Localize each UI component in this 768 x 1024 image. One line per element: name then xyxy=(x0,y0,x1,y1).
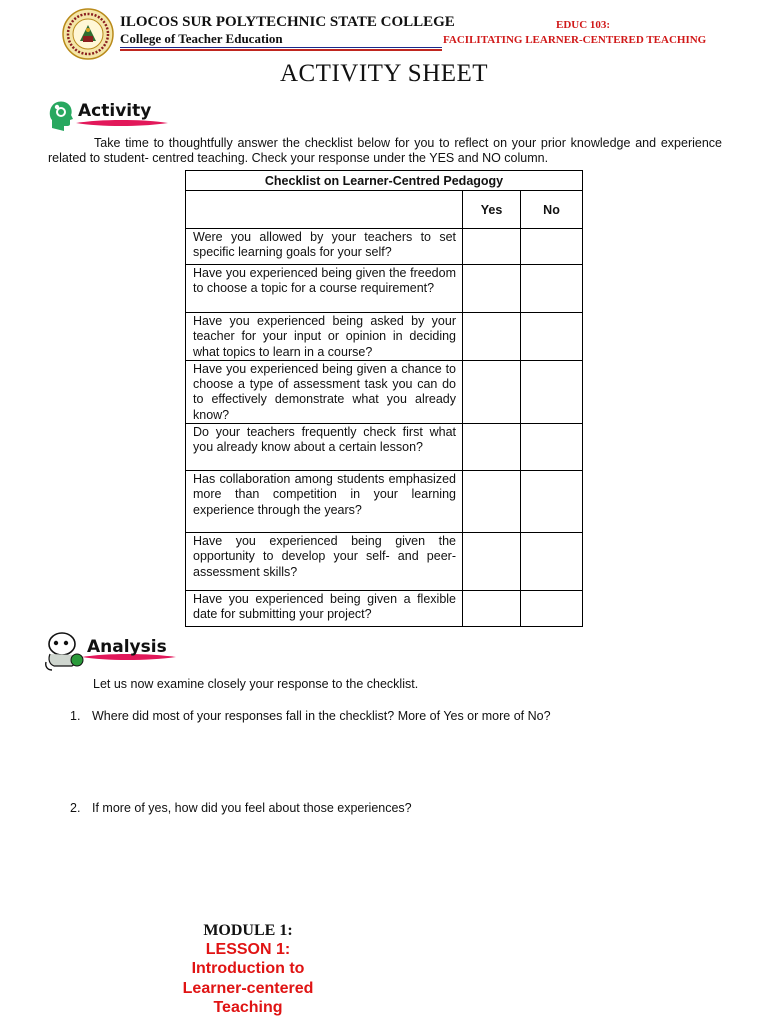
course-title: FACILITATING LEARNER-CENTERED TEACHING xyxy=(443,34,707,46)
question-text: Where did most of your responses fall in the checklist? More of Yes or more of No? xyxy=(92,709,551,723)
header-divider xyxy=(120,47,442,48)
lesson-name: Introduction to Learner-centered xyxy=(182,960,314,997)
module-footer xyxy=(170,922,326,1018)
table-row xyxy=(186,229,583,265)
table-row xyxy=(186,265,583,313)
question-number: 2. xyxy=(70,801,81,815)
thinking-figure-icon xyxy=(42,628,86,672)
no-checkbox-cell[interactable] xyxy=(521,360,583,423)
analysis-banner-label: Analysis xyxy=(87,637,167,657)
lesson-topic: Teaching xyxy=(213,999,283,1016)
no-checkbox-cell[interactable] xyxy=(521,591,583,627)
no-checkbox-cell[interactable] xyxy=(521,471,583,533)
no-checkbox-cell[interactable] xyxy=(521,533,583,591)
analysis-question xyxy=(70,709,551,723)
question-text: Have you experienced being given the opportunity to develop your self- and peer- assessment skills? xyxy=(186,533,463,591)
analysis-banner xyxy=(42,628,182,672)
yes-checkbox-cell[interactable] xyxy=(463,313,521,361)
activity-banner-label: Activity xyxy=(78,101,152,121)
yes-checkbox-cell[interactable] xyxy=(463,229,521,265)
analysis-intro: Let us now examine closely your response to the checklist. xyxy=(93,677,419,691)
head-gear-icon xyxy=(48,98,74,132)
yes-column-header: Yes xyxy=(463,191,521,229)
checklist-caption: Checklist on Learner-Centred Pedagogy xyxy=(186,171,583,191)
question-text: Have you experienced being given the freedom to choose a topic for a course requirement? xyxy=(186,265,463,313)
checklist-table xyxy=(185,170,583,627)
question-text: If more of yes, how did you feel about those experiences? xyxy=(92,801,412,815)
lesson-number: LESSON 1: xyxy=(205,941,291,958)
no-checkbox-cell[interactable] xyxy=(521,229,583,265)
yes-checkbox-cell[interactable] xyxy=(463,360,521,423)
yes-checkbox-cell[interactable] xyxy=(463,265,521,313)
course-code: EDUC 103: xyxy=(556,19,611,31)
question-text: Has collaboration among students emphasized more than competition in your learning experience through the years? xyxy=(186,471,463,533)
question-number: 1. xyxy=(70,709,81,723)
table-row xyxy=(186,471,583,533)
question-header-cell xyxy=(186,191,463,229)
school-name: ILOCOS SUR POLYTECHNIC STATE COLLEGE xyxy=(120,14,455,30)
yes-checkbox-cell[interactable] xyxy=(463,424,521,471)
activity-instructions: Take time to thoughtfully answer the checklist below for you to reflect on your prior knowledge and experience related to student- centred teaching. Check your response under the YES and NO column. xyxy=(48,136,722,165)
question-text: Have you experienced being given a flexible date for submitting your project? xyxy=(186,591,463,627)
yes-checkbox-cell[interactable] xyxy=(463,533,521,591)
no-column-header: No xyxy=(521,191,583,229)
no-checkbox-cell[interactable] xyxy=(521,313,583,361)
yes-checkbox-cell[interactable] xyxy=(463,591,521,627)
question-text: Have you experienced being given a chance to choose a type of assessment task you can do to effectively demonstrate what you already know? xyxy=(186,360,463,423)
no-checkbox-cell[interactable] xyxy=(521,265,583,313)
yes-checkbox-cell[interactable] xyxy=(463,471,521,533)
module-title: MODULE 1: xyxy=(203,922,293,939)
table-row xyxy=(186,533,583,591)
question-text: Were you allowed by your teachers to set specific learning goals for your self? xyxy=(186,229,463,265)
page-title: ACTIVITY SHEET xyxy=(279,60,489,87)
college-seal-icon xyxy=(62,8,114,60)
header-divider-accent xyxy=(120,49,442,51)
table-row xyxy=(186,313,583,361)
table-row xyxy=(186,424,583,471)
table-row xyxy=(186,591,583,627)
no-checkbox-cell[interactable] xyxy=(521,424,583,471)
activity-banner xyxy=(46,96,176,136)
college-name: College of Teacher Education xyxy=(120,31,283,46)
table-row xyxy=(186,360,583,423)
question-text: Have you experienced being asked by your teacher for your input or opinion in deciding what topics to learn in a course? xyxy=(186,313,463,361)
analysis-question xyxy=(70,801,412,815)
question-text: Do your teachers frequently check first what you already know about a certain lesson? xyxy=(186,424,463,471)
